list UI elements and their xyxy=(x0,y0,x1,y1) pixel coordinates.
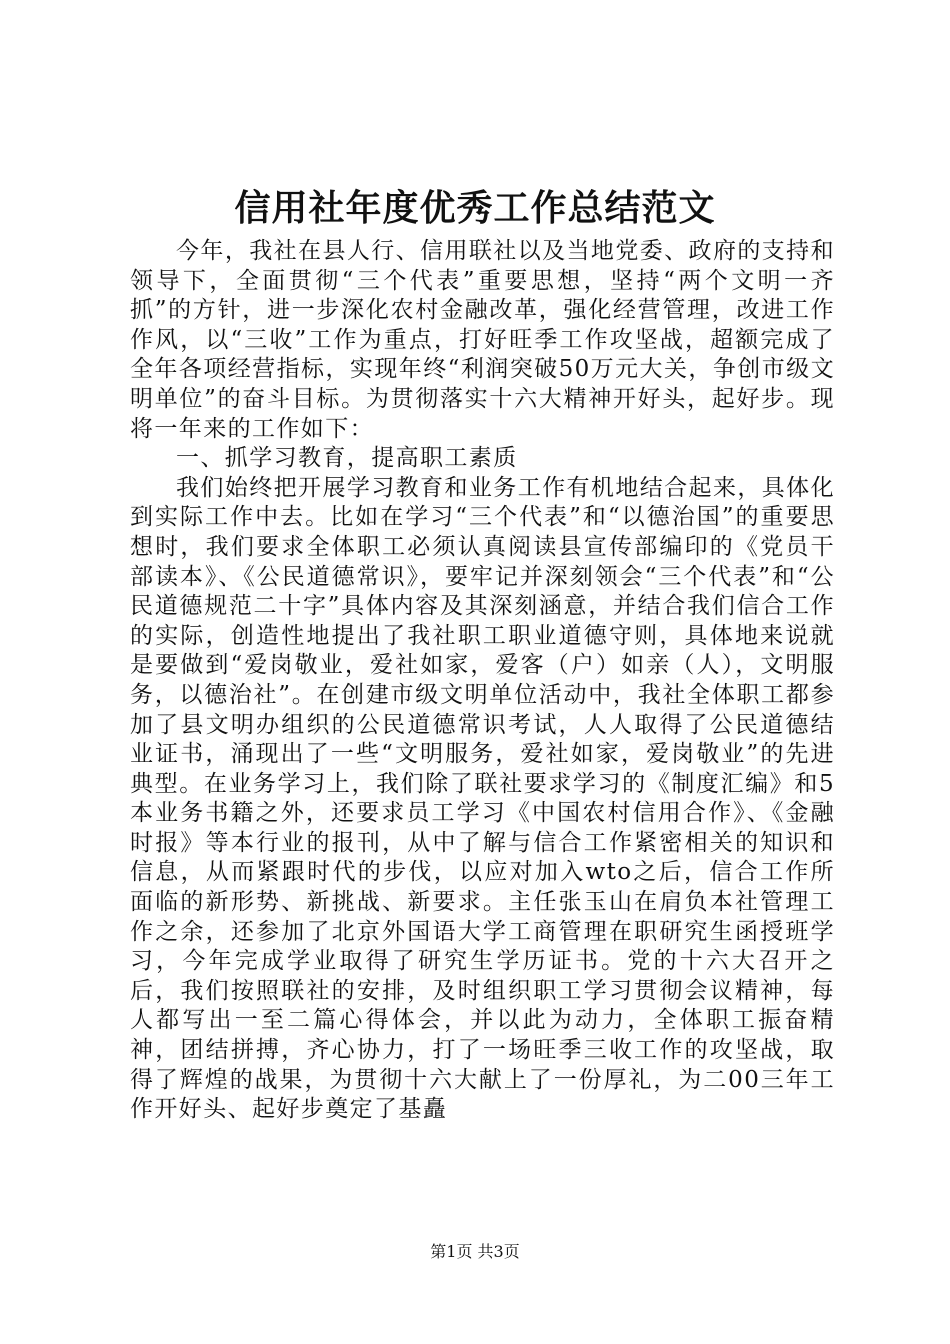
intro-paragraph: 今年，我社在县人行、信用联社以及当地党委、政府的支持和领导下，全面贯彻“三个代表”重要思想，坚持“两个文明一齐抓”的方针，进一步深化农村金融改革，强化经营管理，改进工作作风，以“三收”工作为重点，打好旺季工作攻坚战，超额完成了全年各项经营指标，实现年终“利润突破50万元大关，争创市级文明单位”的奋斗目标。为贯彻落实十六大精神开好头，起好步。现将一年来的工作如下： xyxy=(130,238,835,442)
document-body xyxy=(130,237,835,1125)
section-heading: 一、抓学习教育，提高职工素质 xyxy=(176,445,518,472)
section-paragraph: 我们始终把开展学习教育和业务工作有机地结合起来，具体化到实际工作中去。比如在学习“三个代表”和“以德治国”的重要思想时，我们要求全体职工必须认真阅读县宣传部编印的《党员干部读本》、《公民道德常识》，要牢记并深刻领会“三个代表”和“公民道德规范二十字”具体内容及其深刻涵意，并结合我们信合工作的实际，创造性地提出了我社职工职业道德守则，具体地来说就是要做到“爱岗敬业，爱社如家，爱客（户）如亲（人），文明服务，以德治社”。在创建市级文明单位活动中，我社全体职工都参加了县文明办组织的公民道德常识考试，人人取得了公民道德结业证书，涌现出了一些“文明服务，爱社如家，爱岗敬业”的先进典型。在业务学习上，我们除了联社要求学习的《制度汇编》和5本业务书籍之外，还要求员工学习《中国农村信用合作》、《金融时报》等本行业的报刊，从中了解与信合工作紧密相关的知识和信息，从而紧跟时代的步伐，以应对加入wto之后，信合工作所面临的新形势、新挑战、新要求。主任张玉山在肩负本社管理工作之余，还参加了北京外国语大学工商管理在职研究生函授班学习，今年完成学业取得了研究生学历证书。党的十六大召开之后，我们按照联社的安排，及时组织职工学习贯彻会议精神，每人都写出一至二篇心得体会，并以此为动力，全体职工振奋精神，团结拼搏，齐心协力，打了一场旺季三收工作的攻坚战，取得了辉煌的战果，为贯彻十六大献上了一份厚礼，为二00三年工作开好头、起好步奠定了基矗 xyxy=(130,474,835,1123)
document-title: 信用社年度优秀工作总结范文 xyxy=(234,187,716,229)
page-number-footer: 第1页 共3页 xyxy=(430,1242,520,1261)
